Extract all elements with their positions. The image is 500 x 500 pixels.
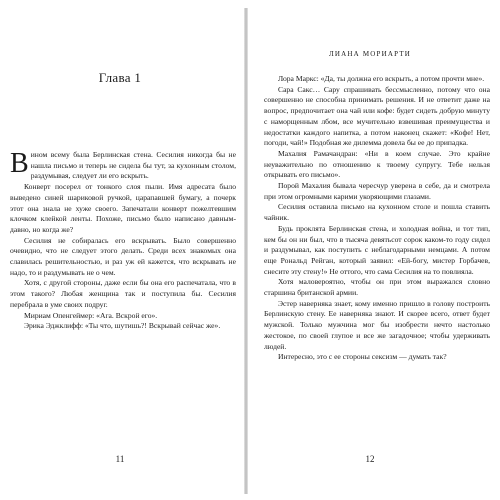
right-page-text — [264, 74, 490, 363]
paragraph — [10, 150, 236, 182]
paragraph-text: ином всему была Берлинская стена. Сесилия никогда бы не нашла письмо и теперь не сидела бы тут, за кухонным столом, раздумывая, следует ли его вскрыть. — [30, 150, 236, 181]
paragraph: Сесилия оставила письмо на кухонном столе и пошла ставить чайник. — [264, 202, 490, 223]
paragraph: Будь проклята Берлинская стена, и холодная война, и тот тип, кем бы он ни был, что в тысяча девятьсот сорок каком-то году сидел и раздумывал, как поступить с неблагодарными немцами. А потом еще Рональд Рейган, который заявил: «Ей-богу, мистер Горбачев, снесите эту стену!» Не оттого, что сама Сесилия на то повлияла. — [264, 223, 490, 276]
paragraph: Эстер наверняка знает, кому именно пришло в голову построить Берлинскую стену. Ее наверняка знают. И скорее всего, ответ будет мужской. Только мужчина мог бы изобрести нечто настолько жестокое, по своей глупое и все же загадочное; чтобы удерживать людей. — [264, 298, 490, 351]
right-page — [254, 18, 490, 488]
page-number: 11 — [115, 454, 125, 464]
paragraph: Интересно, это с ее стороны сексизм — думать так? — [278, 352, 447, 362]
paragraph: Хотя маловероятно, чтобы он при этом выражался словно старшина британской армии. — [264, 277, 490, 298]
chapter-title: Глава 1 — [98, 70, 142, 85]
paragraph: Мириам Опенгеймер: «Ага. Вскрой его». — [24, 310, 158, 320]
book-gutter — [244, 8, 248, 494]
paragraph: Махалия Рамачандран: «Ни в коем случае. Это крайне неуважительно по отношению к твоему супругу. Тебе нельзя открывать его письмо». — [264, 148, 490, 180]
running-head: ЛИАНА МОРИАРТИ — [328, 50, 412, 58]
paragraph: Хотя, с другой стороны, даже если бы она его распечатала, что в этом такого? Любая женщина так и поступила бы. Сесилия перебрала в уме своих подруг. — [10, 278, 236, 309]
left-page — [4, 18, 236, 488]
paragraph: Сара Сакс… Сару спрашивать бессмысленно, потому что она совершенно не способна принимать решения. И не ответит даже на вопрос, предпочитает она чай или кофе: будет сидеть добрую минуту с наморщенным лбом, все мучительно взвешивая преимущества и недостатки каждого напитка, а потом наконец скажет: «Кофе! Нет, погоди, чай!» Подобная же дилемма довела бы ее до припадка. — [264, 84, 490, 148]
paragraph: Конверт посерел от тонкого слоя пыли. Имя адресата было выведено синей шариковой ручкой, царапавшей бумагу, а почерк этот она знала не хуже своего. Запечатали конверт пожелтевшим клочком клейкой ленты. Похоже, письмо было написано давным-давно, но когда же? — [10, 182, 236, 234]
paragraph: Сесилия не собиралась его вскрывать. Было совершенно очевидно, что не следует этого делать. Среди всех знакомых она славилась решительностью, и раз уж ей кажется, что вскрывать не надо, то и раздумывать не о чем. — [10, 235, 236, 277]
drop-cap: В — [10, 148, 29, 179]
paragraph: Эрика Эджклифф: «Ты что, шутишь?! Вскрывай сейчас же». — [24, 321, 221, 331]
page-number: 12 — [365, 454, 375, 464]
paragraph: Порой Махалия бывала чересчур уверена в себе, да и смотрела при этом огромными карими укоряющими глазами. — [264, 181, 490, 201]
left-page-text — [10, 150, 236, 332]
paragraph: Лора Маркс: «Да, ты должна его вскрыть, а потом прочти мне». — [278, 74, 485, 83]
